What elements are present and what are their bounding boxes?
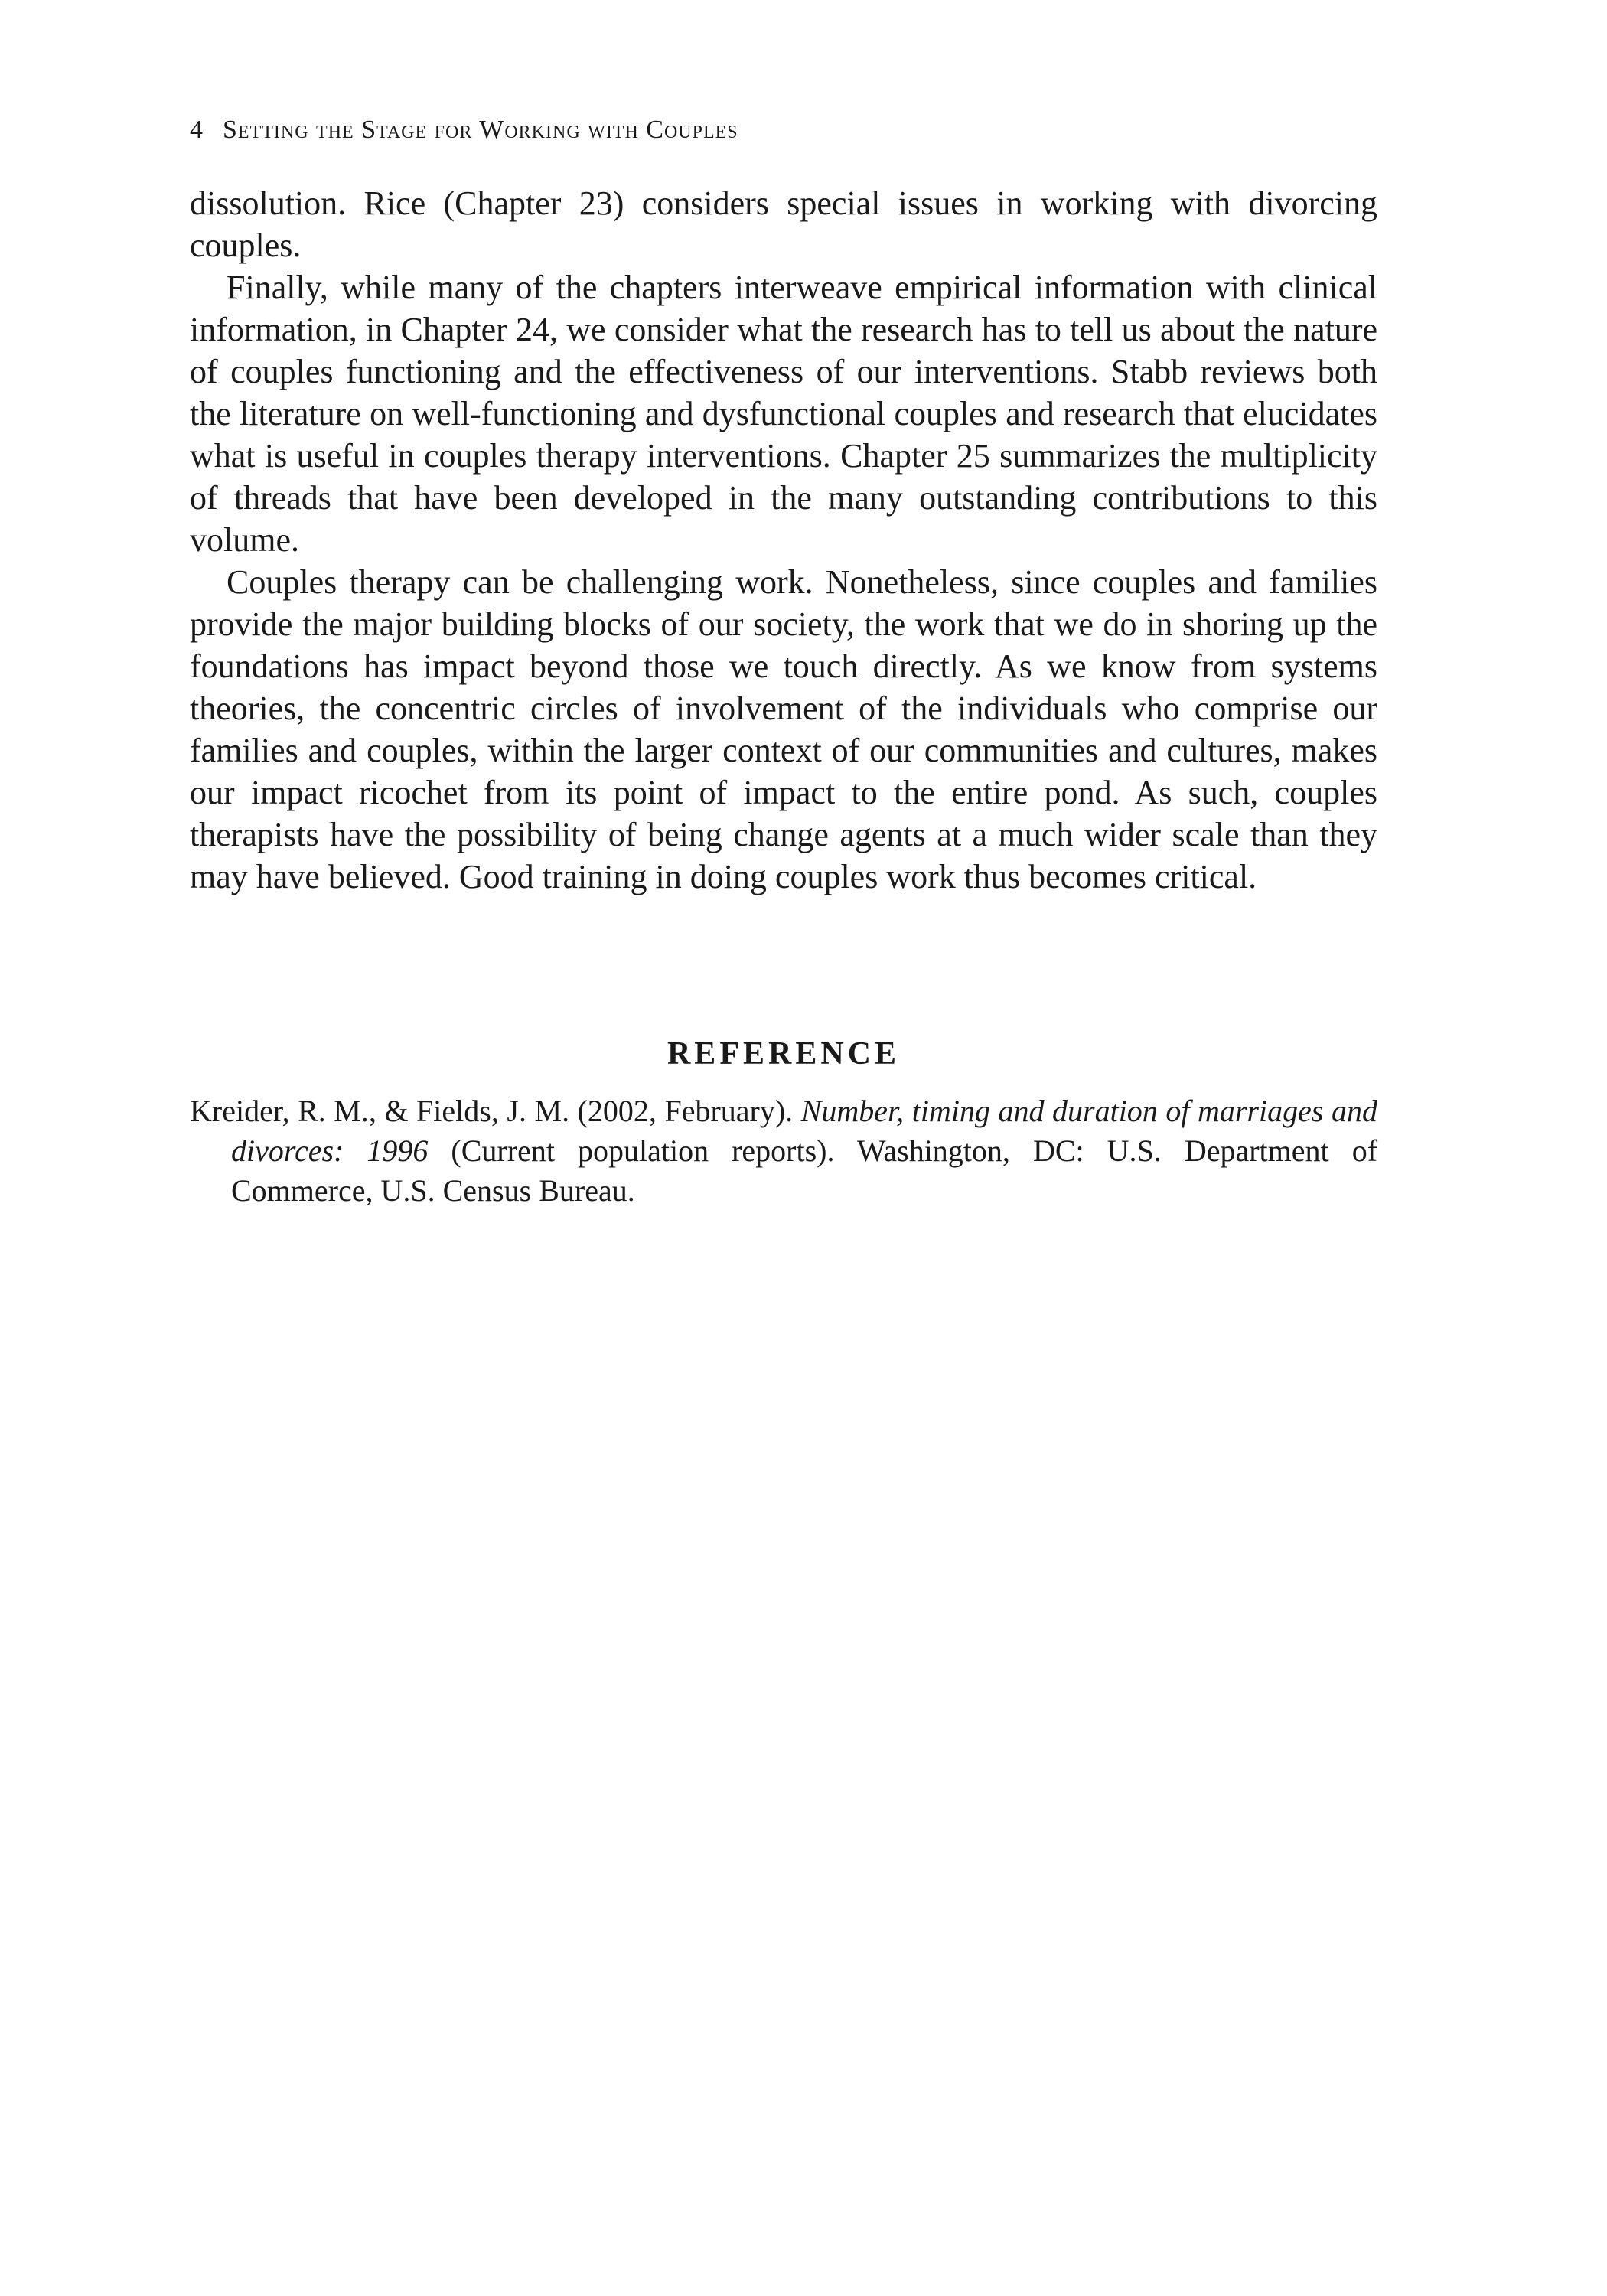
reference-authors-date: Kreider, R. M., & Fields, J. M. (2002, February). (190, 1094, 801, 1128)
reference-entry (190, 1091, 1377, 1211)
running-title: Setting the Stage for Working with Couples (223, 116, 738, 144)
reference-list (190, 1091, 1377, 1211)
reference-publication-info: (Current population reports). Washington, DC: U.S. Department of Commerce, U.S. Census Bureau. (231, 1133, 1378, 1208)
paragraph-closing: Couples therapy can be challenging work. Nonetheless, since couples and families provide the major building blocks of our society, the work that we do in shoring up the foundations has impact beyond those we touch directly. As we know from systems theories, the concentric circles of involvement of the individuals who comprise our families and couples, within the larger context of our communities and cultures, makes our impact ricochet from its point of impact to the entire pond. As such, couples therapists have the possibility of being change agents at a much wider scale than they may have believed. Good training in doing couples work thus becomes critical. (190, 563, 1377, 895)
paragraph-research-overview: Finally, while many of the chapters interweave empirical information with clinical information, in Chapter 24, we consider what the research has to tell us about the nature of couples functioning and the effectiveness of our interventions. Stabb reviews both the literature on well-functioning and dysfunctional couples and research that elucidates what is useful in couples therapy interventions. Chapter 25 summarizes the multiplicity of threads that have been developed in the many outstanding contributions to this volume. (190, 269, 1377, 559)
running-head (190, 113, 1377, 147)
reference-heading: REFERENCE (667, 1036, 901, 1071)
paragraph-continuation: dissolution. Rice (Chapter 23) considers special issues in working with divorcing couples. (190, 184, 1377, 264)
body-text (190, 182, 1377, 898)
reference-title: Number, timing and duration of marriages and divorces: 1996 (231, 1094, 1377, 1168)
page-number: 4 (190, 116, 203, 144)
